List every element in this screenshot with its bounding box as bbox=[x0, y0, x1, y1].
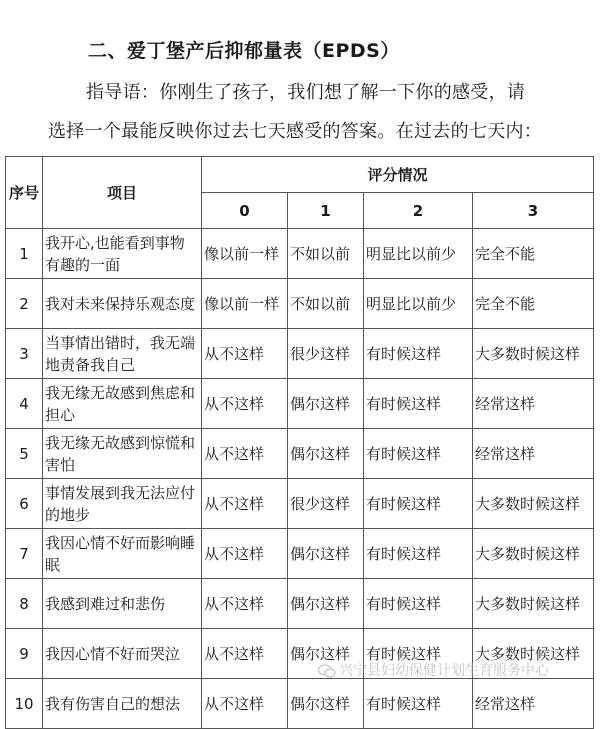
row-option-3: 大多数时候这样 bbox=[473, 629, 594, 679]
row-number: 5 bbox=[6, 429, 43, 479]
row-option-0: 从不这样 bbox=[202, 579, 288, 629]
row-option-2: 明显比以前少 bbox=[364, 229, 473, 279]
row-option-1: 偶尔这样 bbox=[288, 679, 364, 729]
row-item: 我无缘无故感到焦虑和担心 bbox=[43, 379, 202, 429]
row-option-0: 像以前一样 bbox=[202, 279, 288, 329]
table-row bbox=[6, 679, 594, 729]
row-number: 3 bbox=[6, 329, 43, 379]
row-option-1: 很少这样 bbox=[288, 329, 364, 379]
row-option-1: 偶尔这样 bbox=[288, 429, 364, 479]
row-option-3: 大多数时候这样 bbox=[473, 529, 594, 579]
row-option-3: 经常这样 bbox=[473, 379, 594, 429]
row-option-2: 有时候这样 bbox=[364, 629, 473, 679]
row-number: 9 bbox=[6, 629, 43, 679]
seq-header: 序号 bbox=[6, 157, 43, 229]
table-row bbox=[6, 429, 594, 479]
score-1-header: 1 bbox=[288, 193, 364, 229]
row-option-1: 不如以前 bbox=[288, 229, 364, 279]
row-option-1: 偶尔这样 bbox=[288, 529, 364, 579]
row-option-0: 像以前一样 bbox=[202, 229, 288, 279]
row-option-1: 偶尔这样 bbox=[288, 379, 364, 429]
row-option-3: 大多数时候这样 bbox=[473, 329, 594, 379]
row-item: 我开心,也能看到事物有趣的一面 bbox=[43, 229, 202, 279]
score-group-header: 评分情况 bbox=[202, 157, 594, 193]
row-option-3: 大多数时候这样 bbox=[473, 479, 594, 529]
row-option-1: 偶尔这样 bbox=[288, 629, 364, 679]
row-option-2: 有时候这样 bbox=[364, 579, 473, 629]
row-option-2: 有时候这样 bbox=[364, 379, 473, 429]
row-number: 7 bbox=[6, 529, 43, 579]
score-3-header: 3 bbox=[473, 193, 594, 229]
row-number: 1 bbox=[6, 229, 43, 279]
row-option-3: 经常这样 bbox=[473, 429, 594, 479]
row-item: 我因心情不好而影响睡眠 bbox=[43, 529, 202, 579]
row-number: 8 bbox=[6, 579, 43, 629]
row-option-0: 从不这样 bbox=[202, 629, 288, 679]
row-item: 当事情出错时，我无端地责备我自己 bbox=[43, 329, 202, 379]
row-option-1: 偶尔这样 bbox=[288, 579, 364, 629]
item-header: 项目 bbox=[43, 157, 202, 229]
row-item: 事情发展到我无法应付的地步 bbox=[43, 479, 202, 529]
row-option-2: 有时候这样 bbox=[364, 429, 473, 479]
row-option-3: 完全不能 bbox=[473, 279, 594, 329]
row-number: 6 bbox=[6, 479, 43, 529]
table-header-row bbox=[6, 157, 594, 193]
row-option-2: 明显比以前少 bbox=[364, 279, 473, 329]
watermark-text: 兴宁县妇幼保健计划生育服务中心 bbox=[339, 663, 549, 679]
row-option-0: 从不这样 bbox=[202, 529, 288, 579]
table-row bbox=[6, 229, 594, 279]
row-number: 10 bbox=[6, 679, 43, 729]
instruction-line-2: 选择一个最能反映你过去七天感受的答案。在过去的七天内： bbox=[48, 121, 543, 142]
row-option-2: 有时候这样 bbox=[364, 479, 473, 529]
row-number: 4 bbox=[6, 379, 43, 429]
row-option-2: 有时候这样 bbox=[364, 329, 473, 379]
table-row bbox=[6, 279, 594, 329]
row-option-3: 经常这样 bbox=[473, 679, 594, 729]
instruction-line-1: 指导语：你刚生了孩子，我们想了解一下你的感受，请 bbox=[86, 82, 526, 103]
row-option-2: 有时候这样 bbox=[364, 679, 473, 729]
row-item: 我无缘无故感到惊慌和害怕 bbox=[43, 429, 202, 479]
row-item: 我对未来保持乐观态度 bbox=[43, 279, 202, 329]
table-row bbox=[6, 329, 594, 379]
row-option-3: 大多数时候这样 bbox=[473, 579, 594, 629]
row-option-1: 很少这样 bbox=[288, 479, 364, 529]
row-option-0: 从不这样 bbox=[202, 429, 288, 479]
row-item: 我有伤害自己的想法 bbox=[43, 679, 202, 729]
score-2-header: 2 bbox=[364, 193, 473, 229]
row-option-3: 完全不能 bbox=[473, 229, 594, 279]
score-0-header: 0 bbox=[202, 193, 288, 229]
row-item: 我因心情不好而哭泣 bbox=[43, 629, 202, 679]
row-item: 我感到难过和悲伤 bbox=[43, 579, 202, 629]
table-row bbox=[6, 479, 594, 529]
table-row bbox=[6, 579, 594, 629]
page-title: 二、爱丁堡产后抑郁量表（EPDS） bbox=[88, 40, 400, 62]
epds-table bbox=[5, 156, 594, 729]
row-option-0: 从不这样 bbox=[202, 329, 288, 379]
row-option-0: 从不这样 bbox=[202, 679, 288, 729]
row-option-0: 从不这样 bbox=[202, 479, 288, 529]
row-option-2: 有时候这样 bbox=[364, 529, 473, 579]
table-row bbox=[6, 529, 594, 579]
row-option-0: 从不这样 bbox=[202, 379, 288, 429]
row-number: 2 bbox=[6, 279, 43, 329]
table-row bbox=[6, 379, 594, 429]
wechat-icon bbox=[318, 664, 336, 678]
row-option-1: 不如以前 bbox=[288, 279, 364, 329]
watermark bbox=[318, 660, 549, 680]
